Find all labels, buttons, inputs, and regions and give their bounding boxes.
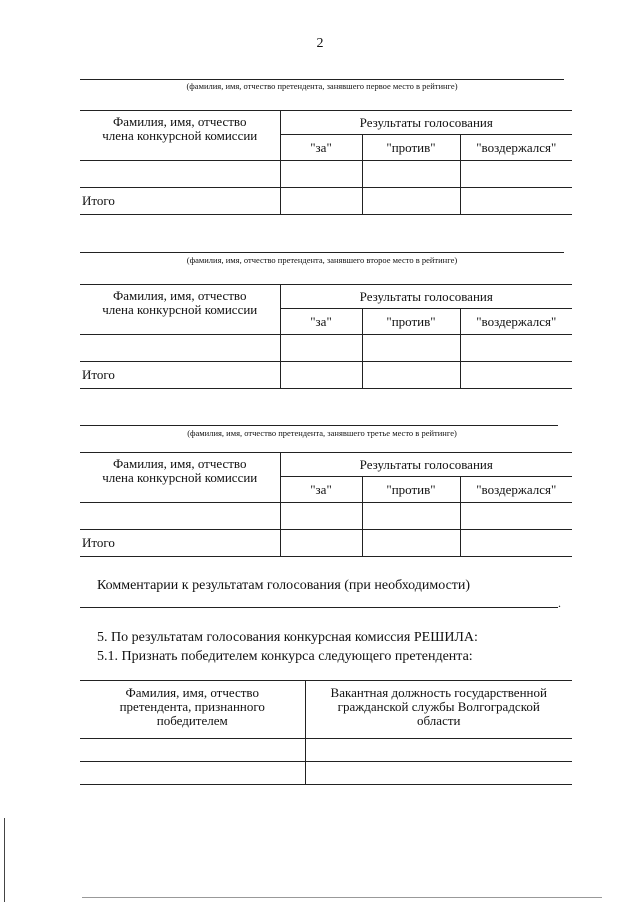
cell[interactable] xyxy=(362,335,460,362)
candidate-2-caption: (фамилия, имя, отчество претендента, занявшего второе место в рейтинге) xyxy=(186,255,458,265)
cell[interactable] xyxy=(305,739,572,762)
winner-table xyxy=(80,680,572,785)
col-za-header: "за" xyxy=(280,135,362,161)
comments-end-mark: . xyxy=(558,596,561,610)
cell[interactable] xyxy=(460,188,572,215)
candidate-2-line xyxy=(80,252,564,253)
page-number: 2 xyxy=(316,36,324,51)
cell[interactable] xyxy=(460,161,572,188)
cell[interactable] xyxy=(460,335,572,362)
cell[interactable] xyxy=(305,762,572,785)
cell[interactable] xyxy=(280,161,362,188)
decision-point-5-1: 5.1. Признать победителем конкурса следующего претендента: xyxy=(97,649,473,664)
table-row xyxy=(80,762,572,785)
member-name-header: Фамилия, имя, отчество члена конкурсной комиссии xyxy=(80,285,280,335)
cell[interactable] xyxy=(362,503,460,530)
col-vozd-header: "воздержался" xyxy=(460,135,572,161)
scan-margin-mark xyxy=(4,818,5,902)
cell[interactable] xyxy=(80,762,305,785)
cell[interactable] xyxy=(280,188,362,215)
table-row xyxy=(80,335,572,362)
total-row xyxy=(80,188,572,215)
vote-table-2 xyxy=(80,284,572,389)
decision-point-5: 5. По результатам голосования конкурсная комиссия РЕШИЛА: xyxy=(97,630,478,645)
table-row xyxy=(80,161,572,188)
col-vozd-header: "воздержался" xyxy=(460,309,572,335)
cell[interactable] xyxy=(280,362,362,389)
table-row xyxy=(80,503,572,530)
total-label: Итого xyxy=(80,362,280,389)
cell[interactable] xyxy=(362,161,460,188)
cell[interactable] xyxy=(80,503,280,530)
comments-label: Комментарии к результатам голосования (при необходимости) xyxy=(97,578,471,593)
col-vozd-header: "воздержался" xyxy=(460,477,572,503)
cell[interactable] xyxy=(80,739,305,762)
cell[interactable] xyxy=(362,530,460,557)
comments-fill-line[interactable] xyxy=(80,607,558,608)
vote-table-1 xyxy=(80,110,572,215)
candidate-3-caption: (фамилия, имя, отчество претендента, занявшего третье место в рейтинге) xyxy=(187,428,457,438)
results-header: Результаты голосования xyxy=(280,285,572,309)
candidate-3-line xyxy=(80,425,558,426)
cell[interactable] xyxy=(460,530,572,557)
cell[interactable] xyxy=(280,335,362,362)
col-protiv-header: "против" xyxy=(362,309,460,335)
scan-bottom-edge xyxy=(82,897,602,898)
cell[interactable] xyxy=(80,335,280,362)
cell[interactable] xyxy=(280,503,362,530)
cell[interactable] xyxy=(280,530,362,557)
cell[interactable] xyxy=(80,161,280,188)
member-name-header: Фамилия, имя, отчество члена конкурсной комиссии xyxy=(80,111,280,161)
total-label: Итого xyxy=(80,188,280,215)
vacancy-header: Вакантная должность государственной гражданской службы Волгоградской области xyxy=(305,681,572,739)
table-row xyxy=(80,739,572,762)
vote-table-3 xyxy=(80,452,572,557)
cell[interactable] xyxy=(362,188,460,215)
candidate-1-line xyxy=(80,79,564,80)
cell[interactable] xyxy=(460,362,572,389)
total-row xyxy=(80,362,572,389)
col-za-header: "за" xyxy=(280,477,362,503)
cell[interactable] xyxy=(362,362,460,389)
cell[interactable] xyxy=(460,503,572,530)
col-protiv-header: "против" xyxy=(362,135,460,161)
candidate-1-caption: (фамилия, имя, отчество претендента, занявшего первое место в рейтинге) xyxy=(186,81,458,91)
member-name-header: Фамилия, имя, отчество члена конкурсной комиссии xyxy=(80,453,280,503)
winner-name-header: Фамилия, имя, отчество претендента, признанного победителем xyxy=(80,681,305,739)
col-za-header: "за" xyxy=(280,309,362,335)
results-header: Результаты голосования xyxy=(280,111,572,135)
results-header: Результаты голосования xyxy=(280,453,572,477)
total-row xyxy=(80,530,572,557)
total-label: Итого xyxy=(80,530,280,557)
col-protiv-header: "против" xyxy=(362,477,460,503)
